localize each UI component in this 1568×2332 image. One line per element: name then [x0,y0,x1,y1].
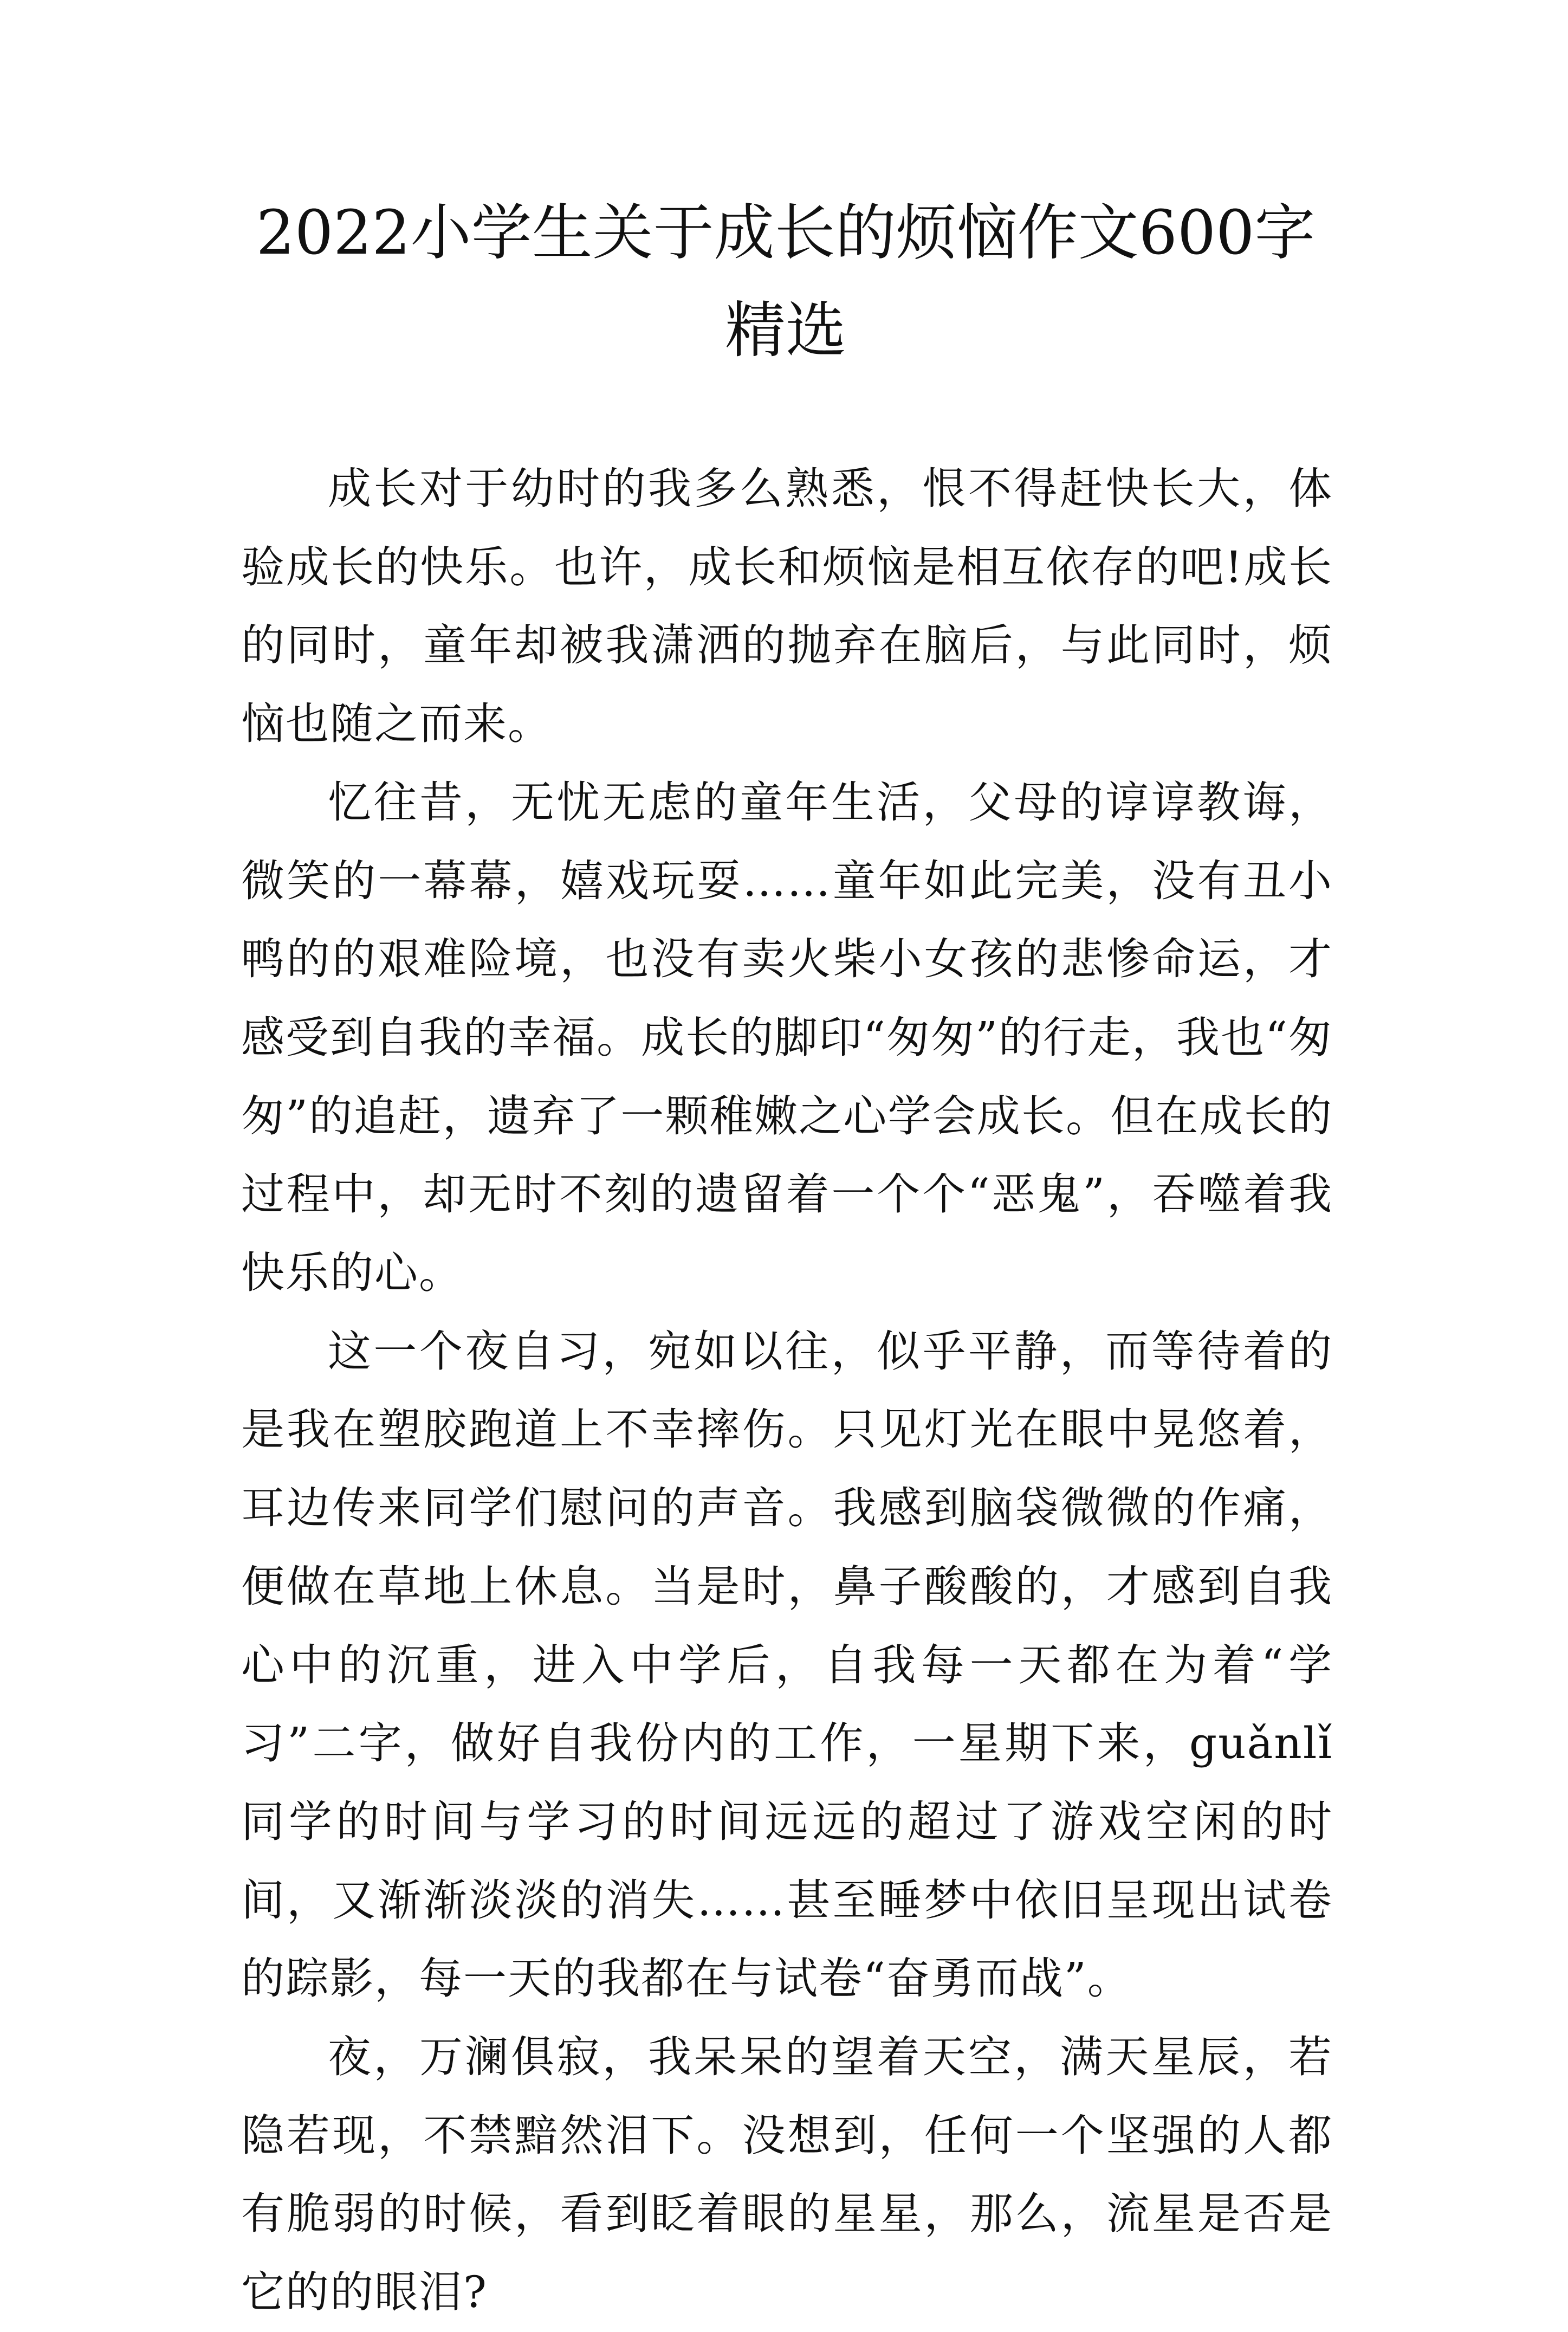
paragraph: 这一个夜自习，宛如以往，似乎平静，而等待着的是我在塑胶跑道上不幸摔伤。只见灯光在眼中晃悠着，耳边传来同学们慰问的声音。我感到脑袋微微的作痛，便做在草地上休息。当是时，鼻子酸酸的，才感到自我心中的沉重，进入中学后，自我每一天都在为着“学习”二字，做好自我份内的工作，一星期下来，guǎnlǐ同学的时间与学习的时间远远的超过了游戏空闲的时间，又渐渐淡淡的消失……甚至睡梦中依旧呈现出试卷的踪影，每一天的我都在与试卷“奋勇而战”。 [241,1326,1333,2004]
document-title: 2022小学生关于成长的烦恼作文600字精选 [256,198,1316,366]
paragraph: 夜，万澜俱寂，我呆呆的望着天空，满天星辰，若隐若现，不禁黯然泪下。没想到，任何一个坚强的人都有脆弱的时候，看到眨着眼的星星，那么，流星是否是它的的眼泪? [241,2032,1333,2318]
document-body [241,450,1333,2332]
paragraph: 忆往昔，无忧无虑的童年生活，父母的谆谆教诲，微笑的一幕幕，嬉戏玩耍……童年如此完美，没有丑小鸭的的艰难险境，也没有卖火柴小女孩的悲惨命运，才感受到自我的幸福。成长的脚印“匆匆”的行走，我也“匆匆”的追赶，遗弃了一颗稚嫩之心学会成长。但在成长的过程中，却无时不刻的遗留着一个个“恶鬼”，吞噬着我快乐的心。 [241,777,1333,1299]
paragraph: 成长对于幼时的我多么熟悉，恨不得赶快长大，体验成长的快乐。也许，成长和烦恼是相互依存的吧!成长的同时，童年却被我潇洒的抛弃在脑后，与此同时，烦恼也随之而来。 [241,463,1333,750]
